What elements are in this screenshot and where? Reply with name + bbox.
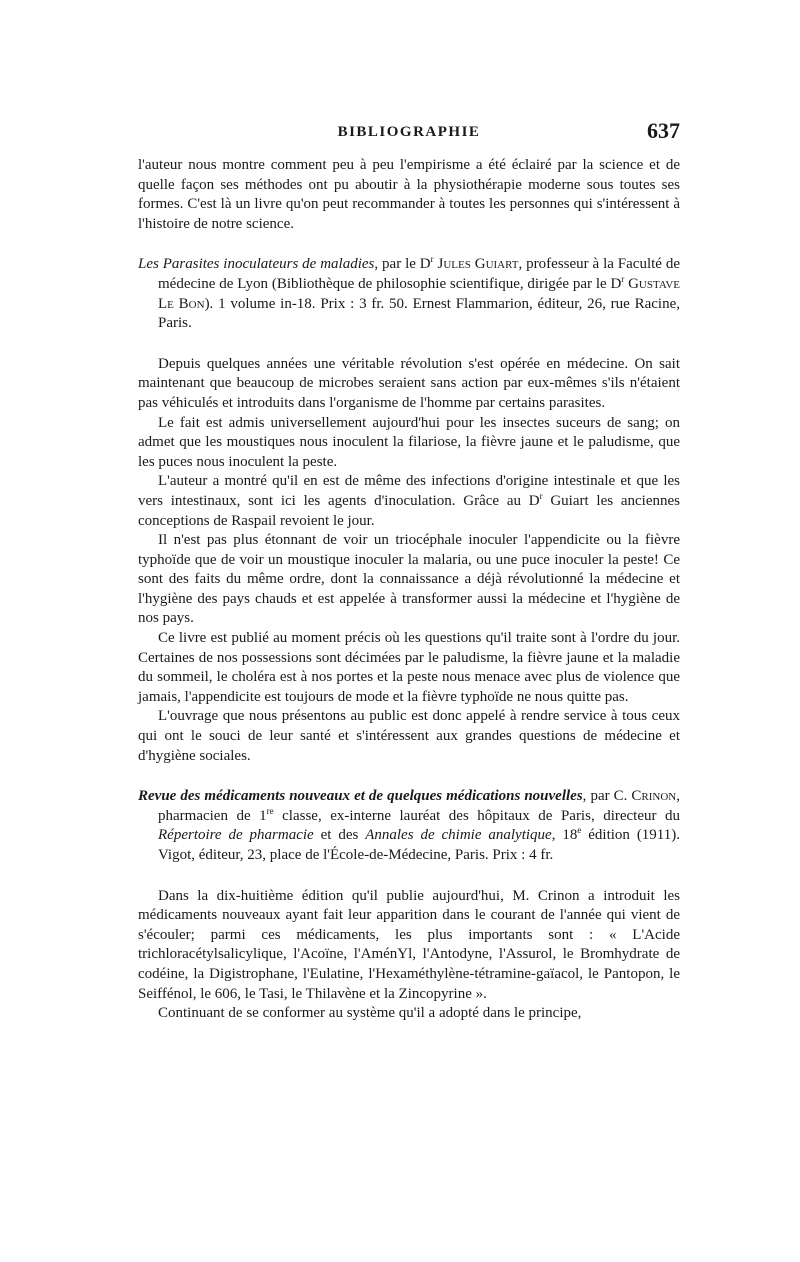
page-header — [138, 118, 680, 148]
review-paragraph: Depuis quelques années une véritable révolution s'est opérée en médecine. On sait maintenant que beaucoup de microbes seraient sans action par eux-mêmes s'ils n'étaient pas véhiculés et introduits dans l'organisme de l'homme par certains parasites. — [138, 355, 680, 411]
review-paragraph: L'ouvrage que nous présentons au public est donc appelé à rendre service à tous ceux qui ont le souci de leur santé et s'intéressent aux grandes questions de médecine et d'hygiène sociales. — [138, 708, 680, 764]
paragraph-continued: l'auteur nous montre comment peu à peu l'empirisme a été éclairé par la science et de quelle façon ses méthodes ont pu aboutir à la physiothérapie moderne sous toutes ses formes. C'est là un livre qu'on peut recommander à toutes les personnes qui s'intéressent à l'histoire de notre science. — [138, 157, 680, 232]
entry-title: Revue des médicaments nouveaux et de quelques médications nouvelles — [138, 788, 583, 805]
journal-title: Annales de chimie analytique — [365, 827, 552, 844]
review-paragraph: Ce livre est publié au moment précis où les questions qu'il traite sont à l'ordre du jour. Certaines de nos possessions sont décimées par le paludisme, la fièvre jaune et la maladie du sommeil, le choléra est à nos portes et la peste nous menace avec plus de violence que jamais, l'appendicite est toujours de mode et la fièvre typhoïde ne nous quitte pas. — [138, 630, 680, 705]
page-number: 637 — [647, 118, 680, 143]
bibliography-entry-parasites: Les Parasites inoculateurs de maladies, par le $D^r$ Jules Guiart, professeur à la Faculté de médecine de Lyon (Bibliothèque de philosophie scientifique, dirigée par le $D^r$ Gustave Le Bon). 1 volume in-18. Prix : 3 fr. 50. Ernest Flammarion, éditeur, 26, rue Racine, Paris. — [138, 254, 681, 332]
review-paragraph: Il n'est pas plus étonnant de voir un triocéphale inoculer l'appendicite ou la fièvre typhoïde que de voir un moustique inoculer la malaria, ou une puce inoculer la peste! Ce sont des faits du même ordre, dont la connaissance a déjà révolutionné la médecine et l'hygiène des pays chauds et est appelée à transformer aussi la médecine et l'hygiène de nos pays. — [138, 532, 680, 627]
page-body — [138, 156, 680, 1024]
journal-title: Répertoire de pharmacie — [158, 827, 314, 844]
review-paragraph: Le fait est admis universellement aujourd'hui pour les insectes suceurs de sang; on admet que les moustiques nous inoculent la filariose, la fièvre jaune et le paludisme, que les puces nous inoculent la peste. — [138, 414, 680, 470]
review-paragraph: Dans la dix-huitième édition qu'il publie aujourd'hui, M. Crinon a introduit les médicaments nouveaux ayant fait leur apparition dans le courant de l'année qui vient de s'écouler; parmi ces médicaments, les plus importants sont : « L'Acide trichloracétylsalicylique, l'Acoïne, l'AménYl, l'Antodyne, l'Assurol, le Bromhydrate de codéine, la Digistrophane, l'Eulatine, l'Hexaméthylène-tétramine-gaïacol, le Pantopon, le Seiffénol, le 606, le Tasi, le Thilavène et la Zincopyrine ». — [138, 887, 680, 1002]
running-title: BIBLIOGRAPHIE — [337, 124, 481, 140]
entry-director: Gustave Le Bon — [158, 275, 681, 312]
entry-author: Jules Guiart — [437, 256, 519, 273]
review-paragraph: L'auteur a montré qu'il en est de même des infections d'origine intestinale et que les vers intestinaux, sont ici les agents d'inoculation. Grâce au $D^r$ Guiart les anciennes conceptions de Raspail revoient le jour. — [138, 473, 680, 529]
entry-author: Crinon — [631, 788, 677, 805]
bibliography-entry-medicaments: Revue des médicaments nouveaux et de quelques médications nouvelles, par C. Crinon, pharmacien de 1re classe, ex-interne lauréat des hôpitaux de Paris, directeur du Répertoire de pharmacie et des Annales de chimie analytique, 18e édition (1911). Vigot, éditeur, 23, place de l'École-de-Médecine, Paris. Prix : 4 fr. — [138, 788, 680, 863]
review-paragraph: Continuant de se conformer au système qu'il a adopté dans le principe, — [158, 1005, 582, 1022]
entry-title: Les Parasites inoculateurs de maladies — [138, 256, 375, 273]
